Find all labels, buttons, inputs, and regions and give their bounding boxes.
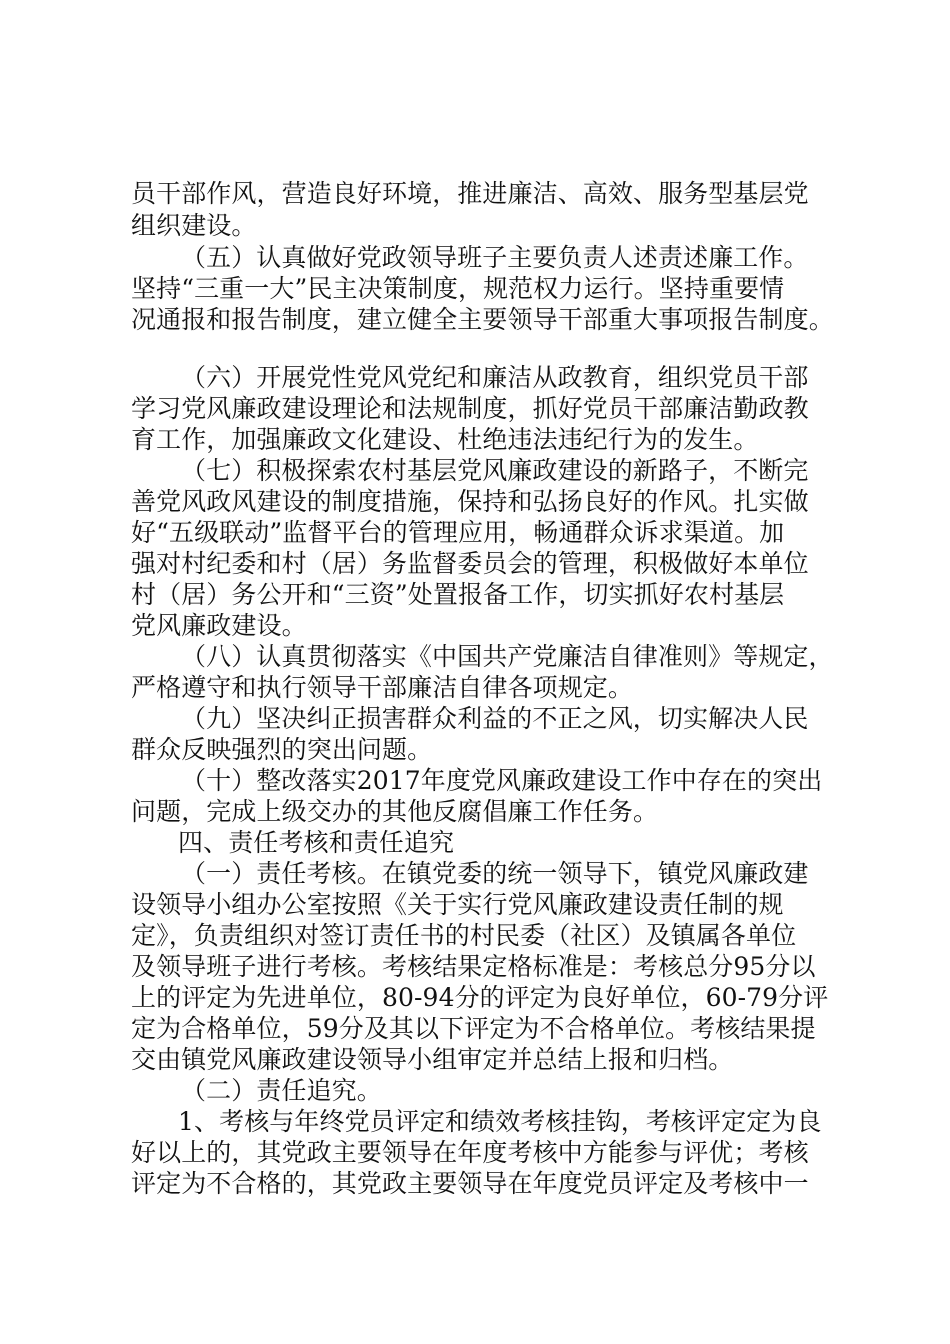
text-line: 村（居）务公开和“三资”处置报备工作，切实抓好农村基层 bbox=[131, 580, 785, 609]
text-line: 学习党风廉政建设理论和法规制度，抓好党员干部廉洁勤政教 bbox=[131, 394, 809, 423]
text-line: 交由镇党风廉政建设领导小组审定并总结上报和归档。 bbox=[131, 1045, 734, 1074]
text-line: 设领导小组办公室按照《关于实行党风廉政建设责任制的规 bbox=[131, 890, 784, 919]
paragraph-start-line: （五）认真做好党政领导班子主要负责人述责述廉工作。 bbox=[181, 243, 809, 272]
text-line: 况通报和报告制度，建立健全主要领导干部重大事项报告制度。 bbox=[131, 305, 834, 334]
text-line: 及领导班子进行考核。考核结果定格标准是：考核总分95分以 bbox=[131, 952, 816, 981]
paragraph-start-line: （十）整改落实2017年度党风廉政建设工作中存在的突出 bbox=[181, 766, 823, 795]
text-line: 上的评定为先进单位，80-94分的评定为良好单位，60-79分评 bbox=[131, 983, 829, 1012]
paragraph-start-line: （九）坚决纠正损害群众利益的不正之风，切实解决人民 bbox=[181, 704, 809, 733]
paragraph-start-line: （一）责任考核。在镇党委的统一领导下，镇党风廉政建 bbox=[181, 859, 809, 888]
text-line: 好“五级联动”监督平台的管理应用，畅通群众诉求渠道。加 bbox=[131, 518, 785, 547]
text-line: 员干部作风，营造良好环境，推进廉洁、高效、服务型基层党 bbox=[131, 179, 809, 208]
section-heading: 四、责任考核和责任追究 bbox=[178, 828, 455, 857]
text-line: 强对村纪委和村（居）务监督委员会的管理，积极做好本单位 bbox=[131, 549, 809, 578]
paragraph-start-line: （六）开展党性党风党纪和廉洁从政教育，组织党员干部 bbox=[181, 363, 809, 392]
paragraph-start-line: （八）认真贯彻落实《中国共产党廉洁自律准则》等规定， bbox=[181, 642, 834, 671]
text-line: 善党风政风建设的制度措施，保持和弘扬良好的作风。扎实做 bbox=[131, 487, 809, 516]
paragraph-start-line: 1、考核与年终党员评定和绩效考核挂钩，考核评定定为良 bbox=[178, 1107, 822, 1136]
text-line: 严格遵守和执行领导干部廉洁自律各项规定。 bbox=[131, 673, 634, 702]
text-line: 组织建设。 bbox=[131, 211, 257, 240]
paragraph-start-line: （七）积极探索农村基层党风廉政建设的新路子，不断完 bbox=[181, 456, 809, 485]
text-line: 党风廉政建设。 bbox=[131, 611, 307, 640]
text-line: 问题，完成上级交办的其他反腐倡廉工作任务。 bbox=[131, 797, 659, 826]
text-line: 定》，负责组织对签订责任书的村民委（社区）及镇属各单位 bbox=[131, 921, 797, 950]
text-line: 评定为不合格的，其党政主要领导在年度党员评定及考核中一 bbox=[131, 1169, 809, 1198]
text-line: 定为合格单位，59分及其以下评定为不合格单位。考核结果提 bbox=[131, 1014, 816, 1043]
text-line: 育工作，加强廉政文化建设、杜绝违法违纪行为的发生。 bbox=[131, 425, 759, 454]
text-line: 好以上的，其党政主要领导在年度考核中方能参与评优；考核 bbox=[131, 1138, 809, 1167]
paragraph-start-line: （二）责任追究。 bbox=[181, 1076, 382, 1105]
text-line: 坚持“三重一大”民主决策制度，规范权力运行。坚持重要情 bbox=[131, 274, 785, 303]
text-line: 群众反映强烈的突出问题。 bbox=[131, 735, 433, 764]
